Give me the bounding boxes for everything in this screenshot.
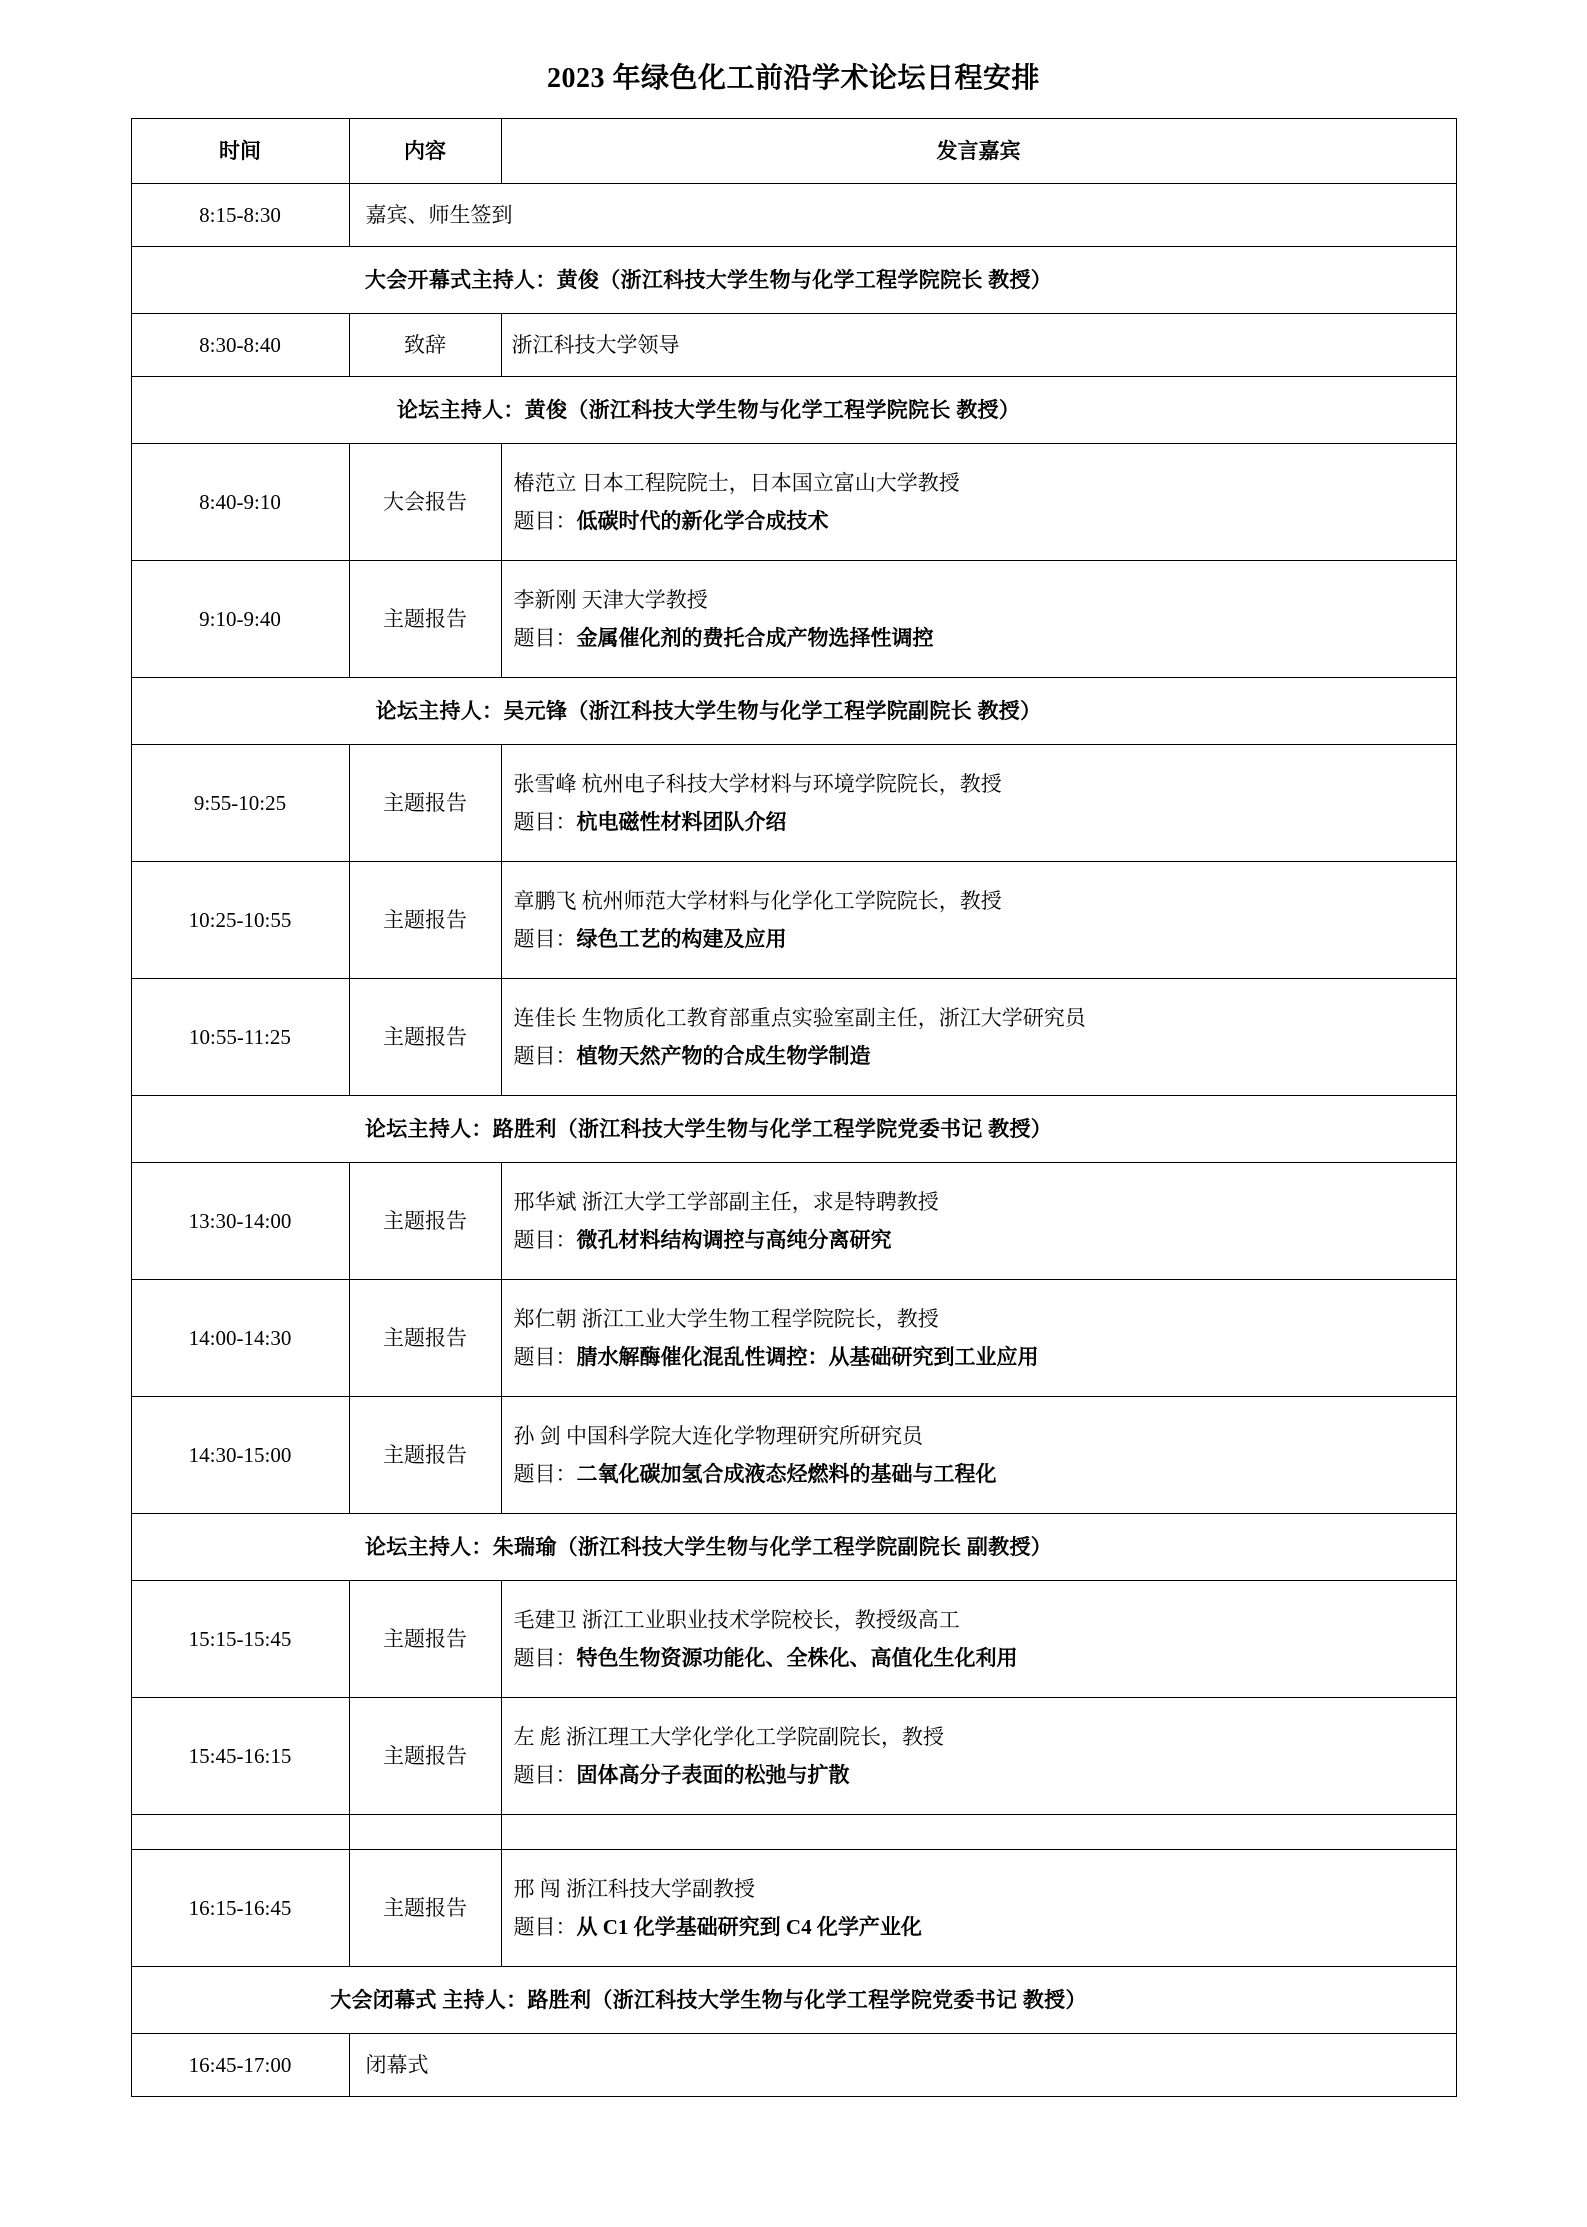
topic-label: 题目： [513, 810, 577, 834]
topic-line [514, 1343, 1448, 1371]
chair-text: 论坛主持人：吴元锋（浙江科技大学生物与化学工程学院副院长 教授） [375, 698, 1042, 723]
row-kind: 主题报告 [349, 979, 501, 1096]
row-kind: 主题报告 [349, 1163, 501, 1280]
row-time: 15:45-16:15 [131, 1698, 349, 1815]
chair-text: 大会开幕式主持人：黄俊（浙江科技大学生物与化学工程学院院长 教授） [364, 267, 1053, 292]
topic-label: 题目： [513, 1646, 577, 1670]
topic-label: 题目： [513, 1763, 577, 1787]
chair-cell [131, 1514, 1456, 1581]
table-row-spacer [131, 1815, 1456, 1850]
table-row-talk [131, 444, 1456, 561]
table-row-talk [131, 1280, 1456, 1397]
topic-text: 植物天然产物的合成生物学制造 [576, 1044, 871, 1068]
topic-label: 题目： [513, 927, 577, 951]
row-time: 8:15-8:30 [131, 184, 349, 247]
table-row-chair [131, 377, 1456, 444]
table-row-chair [131, 1967, 1456, 2034]
row-kind: 主题报告 [349, 745, 501, 862]
row-guest: 浙江科技大学领导 [501, 314, 1456, 377]
row-guest [501, 1581, 1456, 1698]
row-time: 13:30-14:00 [131, 1163, 349, 1280]
table-row-chair [131, 678, 1456, 745]
table-row-talk [131, 1850, 1456, 1967]
row-guest [501, 979, 1456, 1096]
topic-text: 微孔材料结构调控与高纯分离研究 [576, 1228, 892, 1252]
row-guest [501, 862, 1456, 979]
row-time: 9:55-10:25 [131, 745, 349, 862]
topic-line [514, 925, 1448, 953]
column-header-guest: 发言嘉宾 [501, 119, 1456, 184]
spacer-kind [349, 1815, 501, 1850]
topic-text: 固体高分子表面的松弛与扩散 [576, 1763, 850, 1787]
chair-text: 大会闭幕式 主持人：路胜利（浙江科技大学生物与化学工程学院党委书记 教授） [330, 1987, 1087, 2012]
chair-cell [131, 247, 1456, 314]
speaker-line: 李新刚 天津大学教授 [513, 587, 708, 612]
table-row-talk [131, 862, 1456, 979]
speaker-line: 章鹏飞 杭州师范大学材料与化学化工学院院长，教授 [513, 888, 1002, 913]
chair-cell [131, 1096, 1456, 1163]
topic-line [514, 1042, 1448, 1070]
topic-text: 绿色工艺的构建及应用 [576, 927, 787, 951]
topic-line [514, 1226, 1448, 1254]
row-guest [501, 1280, 1456, 1397]
speaker-line: 郑仁朝 浙江工业大学生物工程学院院长，教授 [513, 1306, 939, 1331]
table-row-chair [131, 1096, 1456, 1163]
topic-line [514, 1761, 1448, 1789]
chair-cell [131, 678, 1456, 745]
topic-line [514, 624, 1448, 652]
row-kind: 致辞 [349, 314, 501, 377]
speaker-line: 张雪峰 杭州电子科技大学材料与环境学院院长，教授 [513, 771, 1002, 796]
table-row-chair [131, 247, 1456, 314]
chair-text: 论坛主持人：黄俊（浙江科技大学生物与化学工程学院院长 教授） [396, 397, 1021, 422]
table-header-row [131, 119, 1456, 184]
speaker-line: 毛建卫 浙江工业职业技术学院校长，教授级高工 [513, 1607, 960, 1632]
row-kind: 主题报告 [349, 1280, 501, 1397]
row-kind: 主题报告 [349, 862, 501, 979]
topic-line [514, 1460, 1448, 1488]
topic-text: 低碳时代的新化学合成技术 [576, 509, 829, 533]
topic-text: 杭电磁性材料团队介绍 [576, 810, 787, 834]
row-guest [501, 444, 1456, 561]
row-guest [501, 561, 1456, 678]
topic-label: 题目： [513, 1345, 577, 1369]
table-row-talk [131, 979, 1456, 1096]
topic-label: 题目： [513, 1462, 577, 1486]
row-guest [501, 1397, 1456, 1514]
topic-label: 题目： [513, 1228, 577, 1252]
row-content: 闭幕式 [349, 2034, 1456, 2097]
spacer-time [131, 1815, 349, 1850]
chair-cell [131, 377, 1456, 444]
row-time: 16:45-17:00 [131, 2034, 349, 2097]
speaker-line: 孙 剑 中国科学院大连化学物理研究所研究员 [513, 1423, 923, 1448]
speaker-line: 邢 闯 浙江科技大学副教授 [513, 1876, 755, 1901]
topic-text: 从 C1 化学基础研究到 C4 化学产业化 [576, 1915, 922, 1939]
table-row [131, 314, 1456, 377]
row-time: 10:25-10:55 [131, 862, 349, 979]
topic-label: 题目： [513, 1044, 577, 1068]
topic-label: 题目： [513, 626, 577, 650]
topic-label: 题目： [513, 1915, 577, 1939]
table-row-talk [131, 1397, 1456, 1514]
table-row-talk [131, 745, 1456, 862]
table-row-talk [131, 1163, 1456, 1280]
row-kind: 大会报告 [349, 444, 501, 561]
table-row-talk [131, 1581, 1456, 1698]
row-time: 8:30-8:40 [131, 314, 349, 377]
schedule-table [131, 118, 1457, 2097]
table-row-talk [131, 1698, 1456, 1815]
column-header-time: 时间 [131, 119, 349, 184]
speaker-line: 左 彪 浙江理工大学化学化工学院副院长，教授 [513, 1724, 944, 1749]
speaker-line: 邢华斌 浙江大学工学部副主任，求是特聘教授 [513, 1189, 939, 1214]
speaker-line: 连佳长 生物质化工教育部重点实验室副主任，浙江大学研究员 [513, 1005, 1086, 1030]
table-row-talk [131, 561, 1456, 678]
topic-text: 特色生物资源功能化、全株化、高值化生化利用 [576, 1646, 1018, 1670]
table-row [131, 2034, 1456, 2097]
topic-line [514, 808, 1448, 836]
row-guest [501, 1163, 1456, 1280]
topic-line [514, 507, 1448, 535]
topic-line [514, 1644, 1448, 1672]
spacer-guest [501, 1815, 1456, 1850]
row-time: 9:10-9:40 [131, 561, 349, 678]
speaker-line: 椿范立 日本工程院院士，日本国立富山大学教授 [513, 470, 960, 495]
page-title: 2023 年绿色化工前沿学术论坛日程安排 [546, 63, 1040, 94]
row-content: 嘉宾、师生签到 [349, 184, 1456, 247]
topic-text: 金属催化剂的费托合成产物选择性调控 [576, 626, 934, 650]
chair-text: 论坛主持人：路胜利（浙江科技大学生物与化学工程学院党委书记 教授） [364, 1116, 1053, 1141]
column-header-content: 内容 [349, 119, 501, 184]
topic-text: 二氧化碳加氢合成液态烃燃料的基础与工程化 [576, 1462, 997, 1486]
row-time: 16:15-16:45 [131, 1850, 349, 1967]
row-kind: 主题报告 [349, 1698, 501, 1815]
topic-line [514, 1913, 1448, 1941]
row-guest [501, 745, 1456, 862]
row-guest [501, 1850, 1456, 1967]
row-kind: 主题报告 [349, 1850, 501, 1967]
row-guest [501, 1698, 1456, 1815]
chair-cell [131, 1967, 1456, 2034]
row-time: 15:15-15:45 [131, 1581, 349, 1698]
row-kind: 主题报告 [349, 1581, 501, 1698]
row-time: 14:30-15:00 [131, 1397, 349, 1514]
topic-text: 腈水解酶催化混乱性调控：从基础研究到工业应用 [576, 1345, 1039, 1369]
row-time: 14:00-14:30 [131, 1280, 349, 1397]
chair-text: 论坛主持人：朱瑞瑜（浙江科技大学生物与化学工程学院副院长 副教授） [364, 1534, 1053, 1559]
row-kind: 主题报告 [349, 1397, 501, 1514]
topic-label: 题目： [513, 509, 577, 533]
row-time: 10:55-11:25 [131, 979, 349, 1096]
table-row-chair [131, 1514, 1456, 1581]
row-time: 8:40-9:10 [131, 444, 349, 561]
row-kind: 主题报告 [349, 561, 501, 678]
table-row [131, 184, 1456, 247]
